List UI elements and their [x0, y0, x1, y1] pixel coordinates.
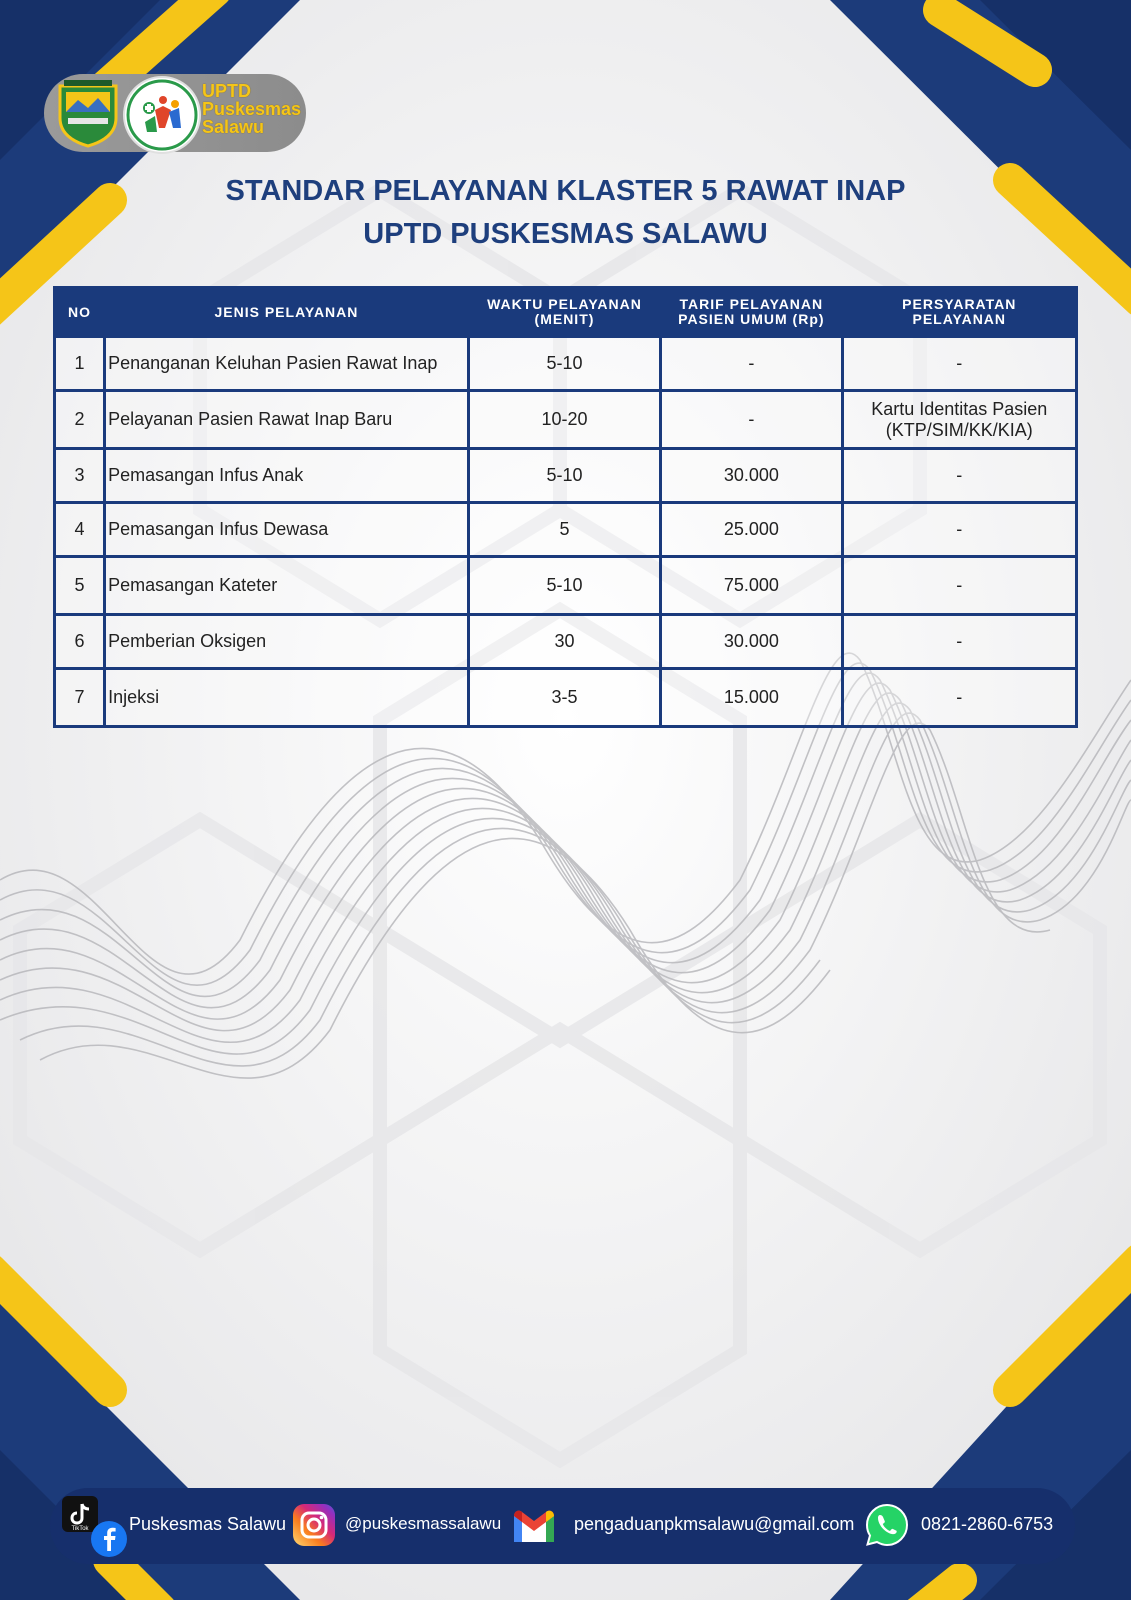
logo-wordmark [202, 82, 301, 136]
logo-line-3: Salawu [202, 117, 265, 137]
cell-waktu: 30 [468, 615, 660, 669]
header-waktu-line-2: (MENIT) [534, 311, 595, 327]
tiktok-label: TikTok [71, 1526, 89, 1532]
cell-syarat-line-1: - [956, 465, 963, 485]
table-header-row [55, 288, 1077, 337]
cell-no: 4 [55, 503, 105, 557]
cell-no: 7 [55, 669, 105, 727]
cell-waktu: 5 [468, 503, 660, 557]
logo-line-1: UPTD [202, 81, 251, 101]
cell-tarif: 30.000 [661, 449, 842, 503]
cell-waktu: 3-5 [468, 669, 660, 727]
phone-number[interactable]: 0821-2860-6753 [921, 1514, 1054, 1534]
contact-footer [50, 1488, 1075, 1564]
email-address[interactable]: pengaduanpkmsalawu@gmail.com [574, 1514, 855, 1534]
cell-jenis: Pemasangan Infus Anak [105, 449, 469, 503]
instagram-handle[interactable]: @puskesmassalawu [345, 1514, 502, 1533]
header-waktu-line-1: WAKTU PELAYANAN [487, 296, 642, 312]
table-row [55, 503, 1077, 557]
cell-no: 3 [55, 449, 105, 503]
cell-jenis: Penanganan Keluhan Pasien Rawat Inap [105, 337, 469, 391]
cell-syarat [842, 449, 1076, 503]
cell-syarat-line-1: - [956, 575, 963, 595]
cell-tarif: 15.000 [661, 669, 842, 727]
cell-waktu: 5-10 [468, 449, 660, 503]
cell-waktu: 5-10 [468, 557, 660, 615]
cell-syarat-line-1: Kartu Identitas Pasien [871, 398, 1048, 419]
facebook-icon[interactable] [90, 1520, 128, 1558]
puskesmas-logo-icon [123, 76, 201, 154]
whatsapp-icon[interactable] [864, 1502, 910, 1548]
cell-syarat-line-1: - [956, 519, 963, 539]
header-syarat-line-1: PERSYARATAN [902, 296, 1017, 312]
table-row [55, 449, 1077, 503]
cell-tarif: - [661, 337, 842, 391]
cell-no: 5 [55, 557, 105, 615]
cell-syarat [842, 391, 1076, 449]
cell-syarat [842, 503, 1076, 557]
cell-syarat-line-1: - [956, 687, 963, 707]
table-row [55, 391, 1077, 449]
table-row [55, 669, 1077, 727]
cell-jenis: Pelayanan Pasien Rawat Inap Baru [105, 391, 469, 449]
cell-no: 6 [55, 615, 105, 669]
cell-waktu: 5-10 [468, 337, 660, 391]
header-jenis: JENIS PELAYANAN [105, 288, 469, 337]
cell-syarat-line-1: - [956, 353, 963, 373]
cell-jenis: Pemberian Oksigen [105, 615, 469, 669]
table-row [55, 615, 1077, 669]
cell-jenis: Injeksi [105, 669, 469, 727]
cell-no: 1 [55, 337, 105, 391]
header-syarat-line-2: PELAYANAN [912, 311, 1007, 327]
cell-jenis: Pemasangan Kateter [105, 557, 469, 615]
cell-tarif: 75.000 [661, 557, 842, 615]
cell-syarat [842, 557, 1076, 615]
gmail-icon[interactable] [511, 1508, 557, 1544]
regency-crest-icon [56, 78, 120, 148]
cell-syarat-line-2: (KTP/SIM/KK/KIA) [885, 419, 1033, 440]
page-title: STANDAR PELAYANAN KLASTER 5 RAWAT INAP [225, 175, 906, 207]
cell-no: 2 [55, 391, 105, 449]
cell-tarif: 30.000 [661, 615, 842, 669]
instagram-icon[interactable] [293, 1504, 335, 1546]
facebook-handle[interactable]: Puskesmas Salawu [129, 1514, 287, 1534]
cell-syarat [842, 337, 1076, 391]
cell-tarif: 25.000 [661, 503, 842, 557]
header-tarif-line-2: PASIEN UMUM (Rp) [678, 311, 825, 327]
page-subtitle: UPTD PUSKESMAS SALAWU [363, 218, 768, 250]
header-tarif-line-1: TARIF PELAYANAN [679, 296, 824, 312]
table-row [55, 557, 1077, 615]
header-tarif [661, 288, 842, 337]
header-waktu [468, 288, 660, 337]
header-no: NO [55, 288, 105, 337]
cell-tarif: - [661, 391, 842, 449]
cell-syarat [842, 615, 1076, 669]
table-row [55, 337, 1077, 391]
header-syarat [842, 288, 1076, 337]
logo-line-2: Puskesmas [202, 99, 302, 119]
cell-jenis: Pemasangan Infus Dewasa [105, 503, 469, 557]
cell-waktu: 10-20 [468, 391, 660, 449]
cell-syarat [842, 669, 1076, 727]
logo-badge [44, 74, 306, 152]
service-standards-table [53, 286, 1078, 728]
cell-syarat-line-1: - [956, 631, 963, 651]
